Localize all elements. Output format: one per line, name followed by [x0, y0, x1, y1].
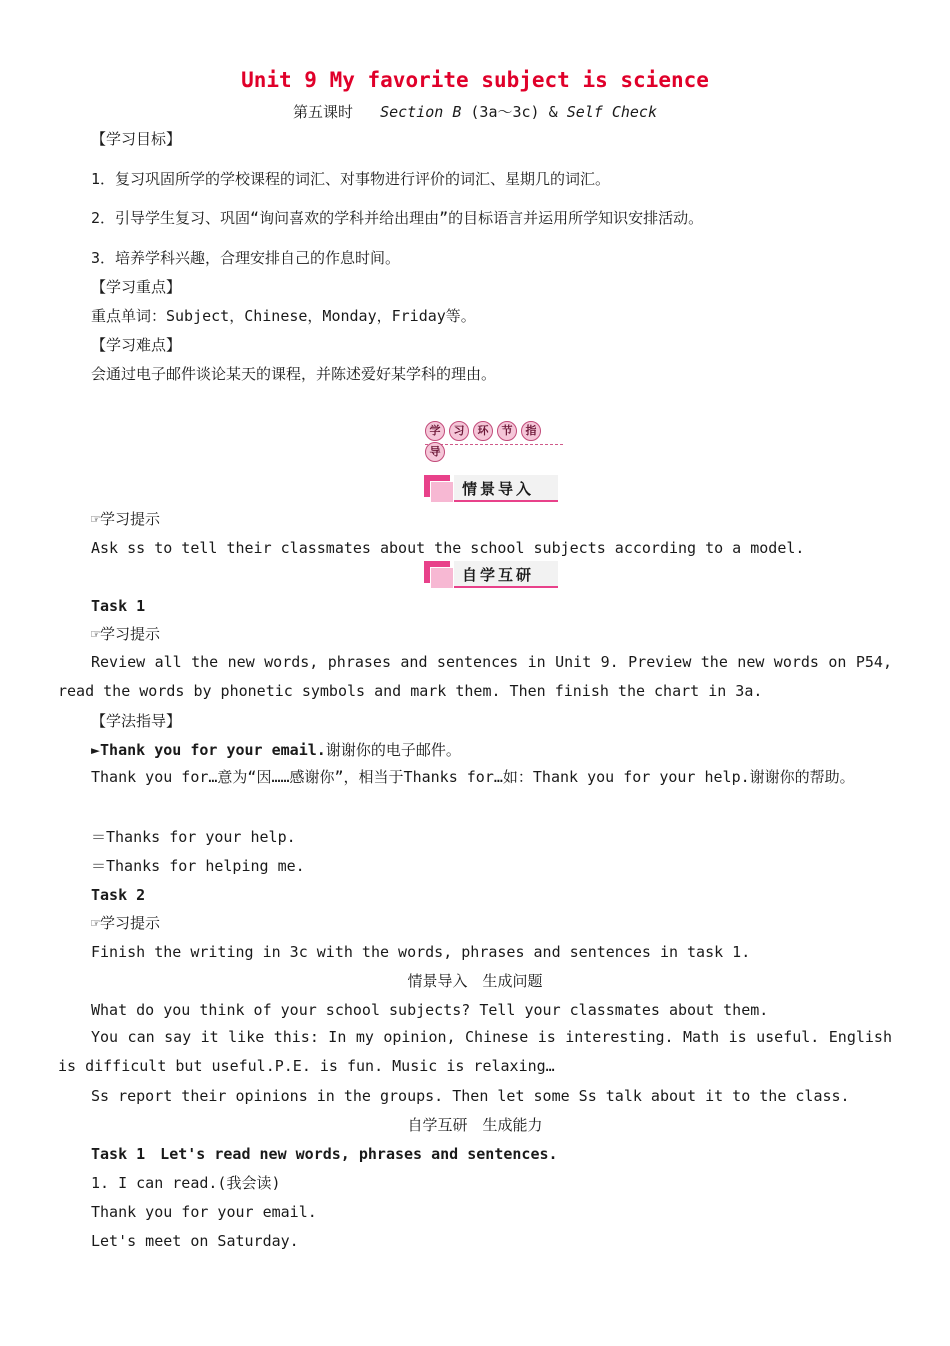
lesson-label: 第五课时	[292, 103, 353, 121]
section-header-self-study-label: 自学互研	[462, 566, 535, 584]
tip-label-1: ☞学习提示	[91, 510, 161, 528]
equivalent-1: ＝Thanks for your help.	[91, 828, 296, 846]
banner-char-3: 环	[473, 421, 493, 441]
intro-tip-text: Ask ss to tell their classmates about the school subjects according to a model.	[91, 539, 805, 557]
method-heading: 【学法指导】	[91, 712, 182, 730]
guide-banner	[425, 420, 563, 458]
page-title: Unit 9 My favorite subject is science	[241, 68, 709, 92]
equivalent-2: ＝Thanks for helping me.	[91, 857, 305, 875]
read-item-2: Thank you for your email.	[91, 1203, 317, 1221]
section-label: Section B	[380, 103, 462, 121]
banner-char-2: 习	[449, 421, 469, 441]
amp: &	[548, 103, 558, 121]
lesson-task1-heading: Task 1 Let's read new words, phrases and sentences.	[91, 1145, 558, 1163]
banner-char-4: 节	[497, 421, 517, 441]
example-explanation: Thank you for…意为“因……感谢你”，相当于Thanks for…如：Thank you for your help.谢谢你的帮助。	[91, 768, 855, 786]
tip-label-2: ☞学习提示	[91, 625, 161, 643]
lesson-model: You can say it like this: In my opinion, Chinese is interesting. Math is useful. English is difficult but useful.P.E. is fun. Music is relaxing…	[58, 1028, 892, 1075]
section-range: (3a～3c)	[470, 103, 540, 121]
goal-item-2: 2．引导学生复习、巩固“询问喜欢的学科并给出理由”的目标语言并运用所学知识安排活动。	[91, 209, 704, 227]
read-item-1: 1. I can read.(我会读)	[91, 1174, 281, 1192]
banner-char-5: 指	[521, 421, 541, 441]
example-sentence-en: ►Thank you for your email.	[91, 741, 326, 759]
lesson-report: Ss report their opinions in the groups. Then let some Ss talk about it to the class.	[91, 1087, 850, 1105]
task2-heading: Task 2	[91, 886, 146, 904]
key-points-text: 重点单词：Subject，Chinese，Monday，Friday等。	[91, 307, 476, 325]
subsection-intro-heading: 情景导入 生成问题	[407, 972, 543, 990]
goal-item-1: 1．复习巩固所学的学校课程的词汇、对事物进行评价的词汇、星期几的词汇。	[91, 170, 611, 188]
tip-label-3: ☞学习提示	[91, 914, 161, 932]
heading-key-points: 【学习重点】	[91, 278, 182, 296]
read-item-3: Let's meet on Saturday.	[91, 1232, 299, 1250]
task1-tip-text: Review all the new words, phrases and sentences in Unit 9. Preview the new words on P54, read the words by phonetic symbols and mark them. Then finish the chart in 3a.	[58, 653, 892, 700]
heading-goals: 【学习目标】	[91, 130, 182, 148]
section-header-intro-label: 情景导入	[462, 480, 535, 498]
goal-item-3: 3．培养学科兴趣，合理安排自己的作息时间。	[91, 249, 401, 267]
example-sentence	[91, 740, 461, 760]
example-sentence-zh: 谢谢你的电子邮件。	[325, 741, 461, 759]
subsection-self-study-heading: 自学互研 生成能力	[407, 1116, 543, 1134]
task1-heading: Task 1	[91, 597, 146, 615]
self-check-label: Self Check	[566, 103, 657, 121]
page-subtitle	[0, 101, 950, 122]
difficulties-text: 会通过电子邮件谈论某天的课程，并陈述爱好某学科的理由。	[91, 365, 497, 383]
section-header-intro	[424, 475, 560, 503]
lesson-question: What do you think of your school subjects? Tell your classmates about them.	[91, 1001, 769, 1019]
heading-difficulties: 【学习难点】	[91, 336, 182, 354]
banner-char-1: 学	[425, 421, 445, 441]
section-header-self-study	[424, 561, 560, 589]
banner-char-6: 导	[425, 442, 445, 462]
task2-tip-text: Finish the writing in 3c with the words, phrases and sentences in task 1.	[91, 943, 751, 961]
